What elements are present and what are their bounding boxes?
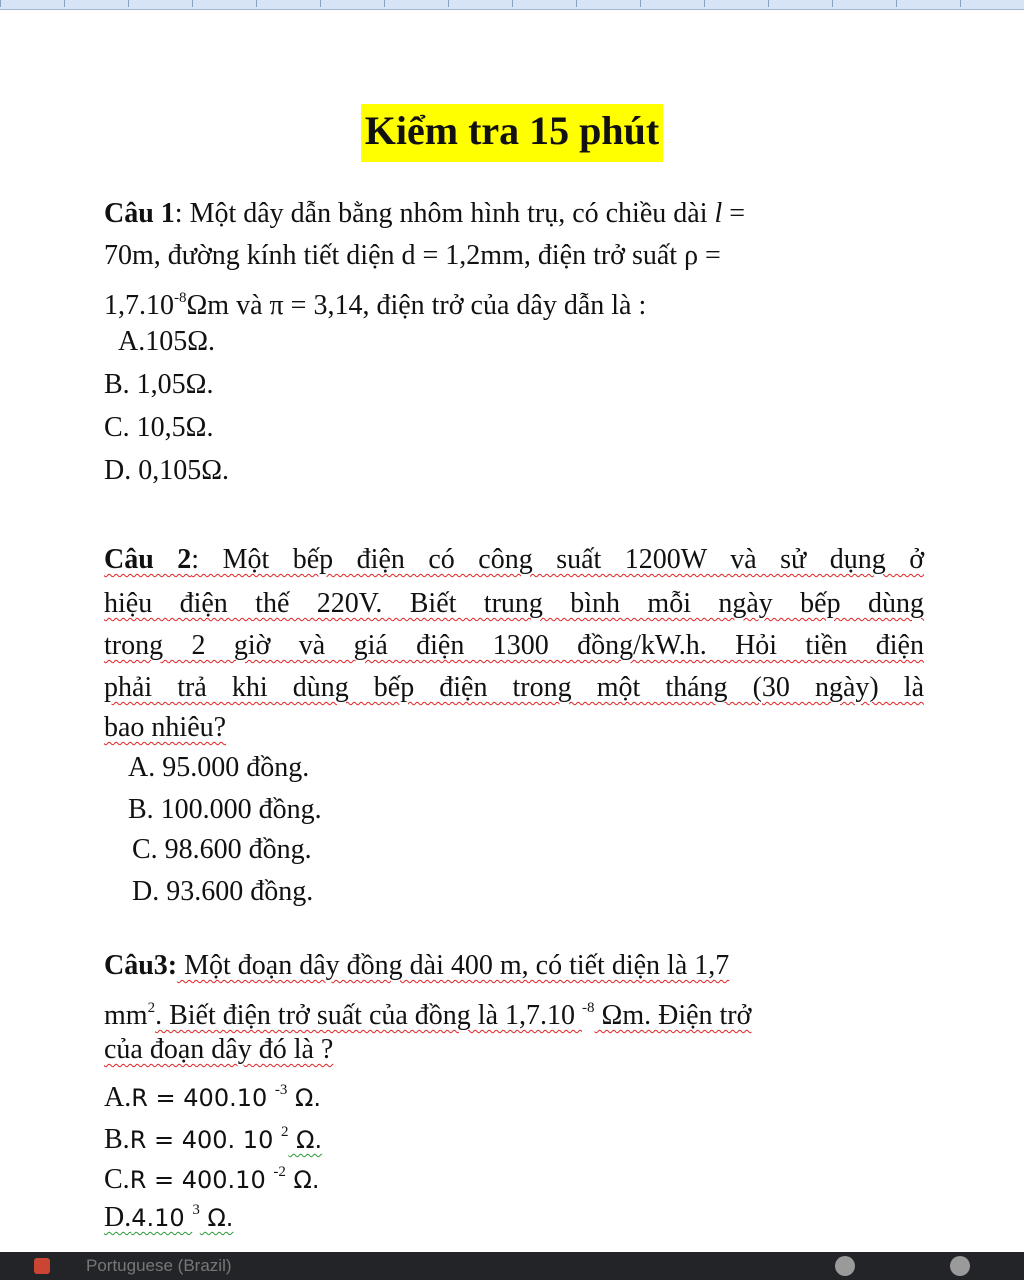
ruler-tick [576, 0, 577, 7]
q2-option-a: A. 95.000 đồng. [128, 752, 310, 783]
ruler-tick [640, 0, 641, 7]
q3-label: Câu3: [104, 950, 178, 981]
q1-line-2: 70m, đường kính tiết diện d = 1,2mm, điện trở suất ρ = [104, 240, 721, 271]
ruler-tick [704, 0, 705, 7]
taskbar [0, 1252, 1024, 1280]
q3-squared: 2 [147, 1000, 156, 1016]
q1-label: Câu 1 [104, 198, 175, 229]
ruler-tick [0, 0, 1, 7]
q1-text-1b: = [722, 198, 746, 229]
ruler-bar [0, 0, 1024, 10]
q1-length-symbol: l [714, 198, 723, 229]
q3-option-a [104, 1070, 321, 1118]
q1-exponent: -8 [174, 290, 187, 306]
q3-line-2 [104, 988, 751, 1036]
ruler-tick [768, 0, 769, 7]
q3-option-d-prefix: D. [104, 1202, 132, 1233]
status-dot-icon [835, 1256, 855, 1276]
q3-option-b-unit: Ω. [288, 1126, 323, 1154]
q3-option-c-prefix: C. [104, 1164, 130, 1195]
q3-text-2a: mm [104, 1000, 148, 1031]
ruler-tick [896, 0, 897, 7]
document-page [0, 10, 1024, 1250]
q2-line-3: trong 2 giờ và giá điện 1300 đồng/kW.h. Hỏi tiền điện [104, 630, 924, 661]
q2-option-c: C. 98.600 đồng. [132, 834, 312, 865]
q1-option-d: D. 0,105Ω. [104, 455, 230, 486]
q3-option-a-equation: R = 400.10 [131, 1084, 275, 1112]
ruler-tick [960, 0, 961, 7]
q3-option-b-exponent: 2 [280, 1124, 289, 1140]
q3-text-2c: Ωm. Điện trở [594, 1000, 752, 1031]
q2-option-d: D. 93.600 đồng. [132, 876, 314, 907]
ruler-tick [448, 0, 449, 7]
q3-exponent: -8 [582, 1000, 595, 1016]
q2-option-b: B. 100.000 đồng. [128, 794, 322, 825]
q3-option-b-prefix: B. [104, 1124, 130, 1155]
q3-option-d-exponent: 3 [192, 1202, 200, 1218]
q2-line-4: phải trả khi dùng bếp điện trong một tháng (30 ngày) là [104, 672, 924, 703]
q3-option-a-prefix: A. [104, 1082, 132, 1113]
q2-line-5: bao nhiêu? [104, 712, 227, 743]
ruler-tick [128, 0, 129, 7]
q2-label: Câu 2 [104, 544, 192, 575]
q3-line-1 [104, 946, 729, 986]
q3-option-a-unit: Ω. [287, 1084, 321, 1112]
q1-option-a: A.105Ω. [118, 326, 216, 357]
title-row [0, 104, 1024, 162]
app-logo-icon [34, 1258, 50, 1274]
ruler-tick [192, 0, 193, 7]
q1-text-1: : Một dây dẫn bằng nhôm hình trụ, có chiều dài [174, 198, 715, 229]
ruler-tick [384, 0, 385, 7]
q1-text-3b: Ωm và π = 3,14, điện trở của dây dẫn là : [186, 290, 647, 321]
q3-option-a-exponent: -3 [274, 1082, 288, 1098]
page-title: Kiểm tra 15 phút [361, 104, 663, 162]
q3-option-d [104, 1190, 233, 1238]
q3-option-b-equation: R = 400. 10 [129, 1126, 281, 1154]
ruler-tick [256, 0, 257, 7]
q3-option-d-equation: 4.10 [131, 1204, 193, 1232]
ruler-tick [832, 0, 833, 7]
language-indicator[interactable]: Portuguese (Brazil) [86, 1256, 232, 1275]
q1-option-b: B. 1,05Ω. [104, 369, 214, 400]
q1-line-3 [104, 278, 646, 326]
q2-line-1 [104, 540, 924, 580]
q3-text-1: Một đoạn dây đồng dài 400 m, có tiết diện là 1,7 [177, 950, 730, 981]
ruler-tick [64, 0, 65, 7]
q1-option-c: C. 10,5Ω. [104, 412, 214, 443]
q3-option-d-unit: Ω. [199, 1204, 234, 1232]
status-dot-icon [950, 1256, 970, 1276]
q3-line-3: của đoạn dây đó là ? [104, 1034, 334, 1065]
q1-line-1 [104, 194, 745, 234]
q3-text-2b: . Biết điện trở suất của đồng là 1,7.10 [155, 1000, 583, 1031]
q2-line-2: hiệu điện thế 220V. Biết trung bình mỗi ngày bếp dùng [104, 588, 924, 619]
q3-option-c-equation: R = 400.10 [129, 1166, 274, 1194]
q1-text-3a: 1,7.10 [104, 290, 174, 321]
q3-option-c-unit: Ω. [285, 1166, 320, 1194]
ruler-tick [512, 0, 513, 7]
q3-option-c-exponent: -2 [273, 1164, 286, 1180]
q2-text-1: : Một bếp điện có công suất 1200W và sử dụng ở [191, 544, 925, 575]
ruler-tick [320, 0, 321, 7]
